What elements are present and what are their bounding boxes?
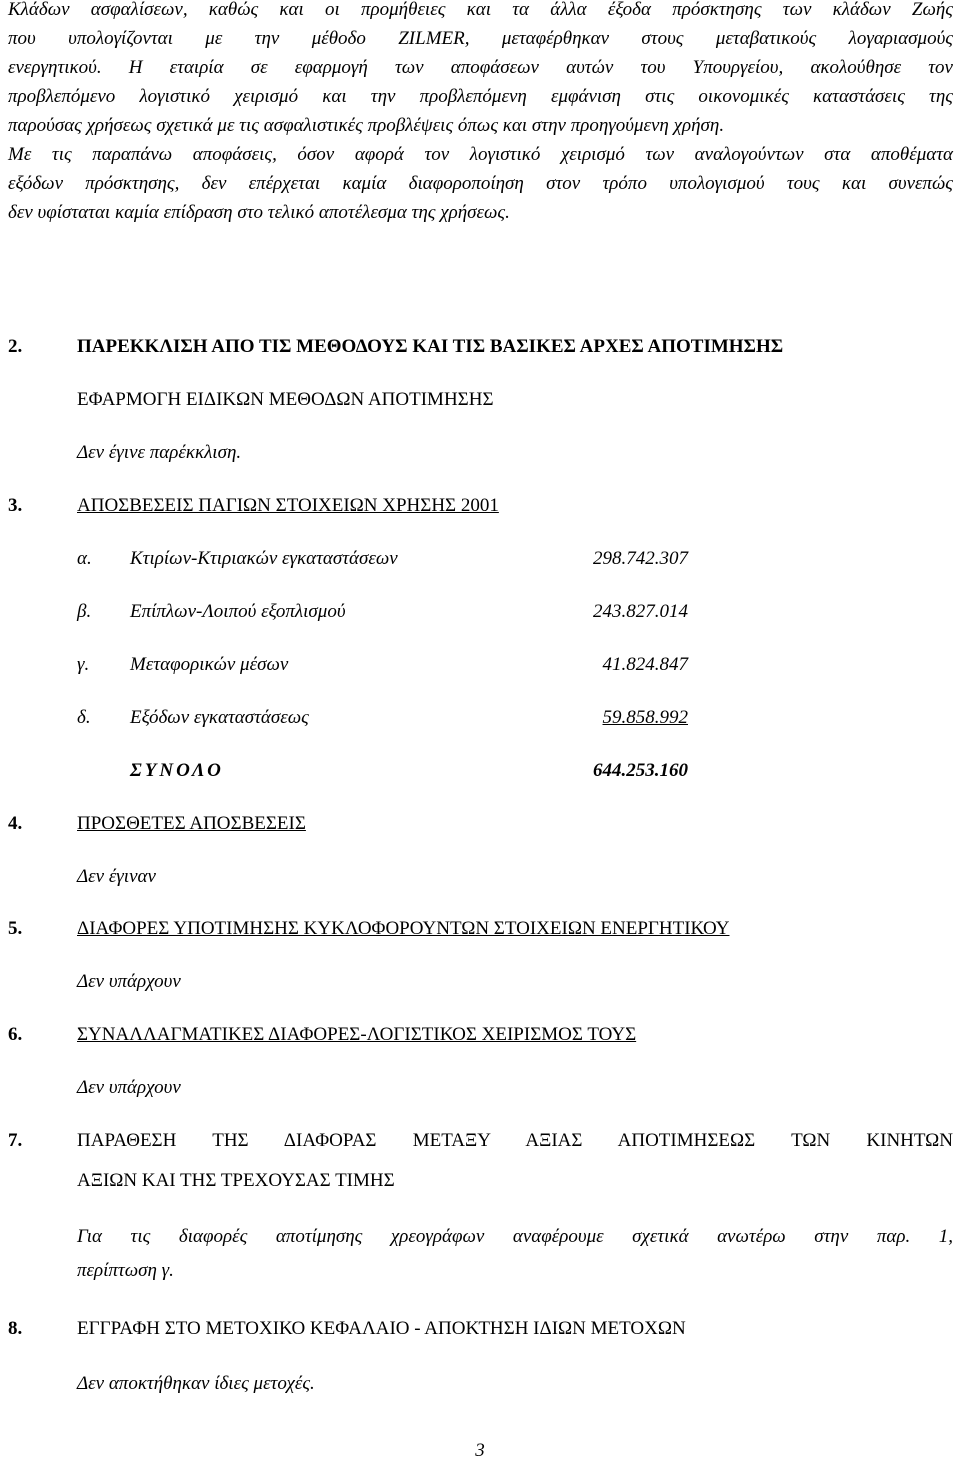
section-heading: ΑΠΟΣΒΕΣΕΙΣ ΠΑΓΙΩΝ ΣΤΟΙΧΕΙΩΝ ΧΡΗΣΗΣ 2001 bbox=[77, 495, 499, 516]
intro-line: προβλεπόμενο λογιστικό χειρισμό και την προβλεπόμενη εμφάνιση στις οικονομικές καταστάσεις της bbox=[8, 86, 953, 107]
section-subheading: ΕΦΑΡΜΟΓΗ ΕΙΔΙΚΩΝ ΜΕΘΟΔΩΝ ΑΠΟΤΙΜΗΣΗΣ bbox=[77, 389, 494, 410]
item-label: Επίπλων-Λοιπού εξοπλισμού bbox=[130, 601, 346, 622]
section-note: Δεν έγιναν bbox=[77, 866, 156, 887]
item-letter: β. bbox=[77, 601, 92, 622]
section-heading: ΠΡΟΣΘΕΤΕΣ ΑΠΟΣΒΕΣΕΙΣ bbox=[77, 813, 306, 834]
intro-line: παρούσας χρήσεως σχετικά με τις ασφαλιστικές προβλέψεις όπως και στην προηγούμενη χρήση. bbox=[8, 115, 725, 136]
section-number: 2. bbox=[8, 336, 23, 357]
page-number: 3 bbox=[475, 1440, 485, 1461]
section-heading-line2: ΑΞΙΩΝ ΚΑΙ ΤΗΣ ΤΡΕΧΟΥΣΑΣ ΤΙΜΗΣ bbox=[77, 1170, 395, 1191]
section-number: 7. bbox=[8, 1130, 23, 1151]
section-note: Δεν αποκτήθηκαν ίδιες μετοχές. bbox=[77, 1373, 315, 1394]
section-note: Δεν υπάρχουν bbox=[77, 1077, 181, 1098]
intro-line: που υπολογίζονται με την μέθοδο ZILMER, μεταφέρθηκαν στους μεταβατικούς λογαριασμούς bbox=[8, 28, 953, 49]
section-text-line: περίπτωση γ. bbox=[77, 1260, 174, 1281]
item-label: Εξόδων εγκαταστάσεως bbox=[130, 707, 309, 728]
item-value: 243.827.014 bbox=[593, 601, 688, 622]
section-number: 8. bbox=[8, 1318, 23, 1339]
item-letter: γ. bbox=[77, 654, 90, 675]
intro-line: Με τις παραπάνω αποφάσεις, όσον αφορά τον λογιστικό χειρισμό των αναλογούντων στα αποθέματα bbox=[8, 144, 953, 165]
section-note: Δεν έγινε παρέκκλιση. bbox=[77, 442, 242, 463]
section-heading: ΕΓΓΡΑΦΗ ΣΤΟ ΜΕΤΟΧΙΚΟ ΚΕΦΑΛΑΙΟ - ΑΠΟΚΤΗΣΗ ΙΔΙΩΝ ΜΕΤΟΧΩΝ bbox=[77, 1318, 686, 1339]
total-label: ΣΥΝΟΛΟ bbox=[130, 760, 224, 781]
intro-line: ενεργητικού. Η εταιρία σε εφαρμογή των αποφάσεων αυτών του Υπουργείου, ακολούθησε τον bbox=[8, 57, 953, 78]
section-number: 3. bbox=[8, 495, 23, 516]
intro-line: εξόδων πρόσκτησης, δεν επέρχεται καμία διαφοροποίηση στον τρόπο υπολογισμού τους και συνεπώς bbox=[8, 173, 953, 194]
section-heading-line1: ΠΑΡΑΘΕΣΗ ΤΗΣ ΔΙΑΦΟΡΑΣ ΜΕΤΑΞΥ ΑΞΙΑΣ ΑΠΟΤΙΜΗΣΕΩΣ ΤΩΝ ΚΙΝΗΤΩΝ bbox=[77, 1130, 953, 1151]
section-heading: ΔΙΑΦΟΡΕΣ ΥΠΟΤΙΜΗΣΗΣ ΚΥΚΛΟΦΟΡΟΥΝΤΩΝ ΣΤΟΙΧΕΙΩΝ ΕΝΕΡΓΗΤΙΚΟΥ bbox=[77, 918, 730, 939]
item-label: Μεταφορικών μέσων bbox=[130, 654, 289, 675]
section-number: 4. bbox=[8, 813, 23, 834]
intro-line: Κλάδων ασφαλίσεων, καθώς και οι προμήθειες και τα άλλα έξοδα πρόσκτησης των κλάδων Ζωής bbox=[8, 0, 953, 20]
item-value: 59.858.992 bbox=[602, 707, 688, 728]
intro-paragraph bbox=[8, 0, 953, 227]
total-value: 644.253.160 bbox=[593, 760, 688, 781]
section-number: 6. bbox=[8, 1024, 23, 1045]
intro-line: δεν υφίσταται καμία επίδραση στο τελικό αποτέλεσμα της χρήσεως. bbox=[8, 202, 510, 223]
item-value: 298.742.307 bbox=[593, 548, 688, 569]
section-number: 5. bbox=[8, 918, 23, 939]
section-heading: ΣΥΝΑΛΛΑΓΜΑΤΙΚΕΣ ΔΙΑΦΟΡΕΣ-ΛΟΓΙΣΤΙΚΟΣ ΧΕΙΡΙΣΜΟΣ ΤΟΥΣ bbox=[77, 1024, 637, 1045]
section-text-line: Για τις διαφορές αποτίμησης χρεογράφων αναφέρουμε σχετικά ανωτέρω στην παρ. 1, bbox=[77, 1226, 953, 1247]
section-text bbox=[77, 1220, 953, 1288]
section-note: Δεν υπάρχουν bbox=[77, 971, 181, 992]
section-heading: ΠΑΡΕΚΚΛΙΣΗ ΑΠΟ ΤΙΣ ΜΕΘΟΔΟΥΣ ΚΑΙ ΤΙΣ ΒΑΣΙΚΕΣ ΑΡΧΕΣ ΑΠΟΤΙΜΗΣΗΣ bbox=[77, 336, 784, 357]
item-value: 41.824.847 bbox=[602, 654, 688, 675]
item-letter: α. bbox=[77, 548, 92, 569]
item-letter: δ. bbox=[77, 707, 91, 728]
item-label: Κτιρίων-Κτιριακών εγκαταστάσεων bbox=[130, 548, 398, 569]
